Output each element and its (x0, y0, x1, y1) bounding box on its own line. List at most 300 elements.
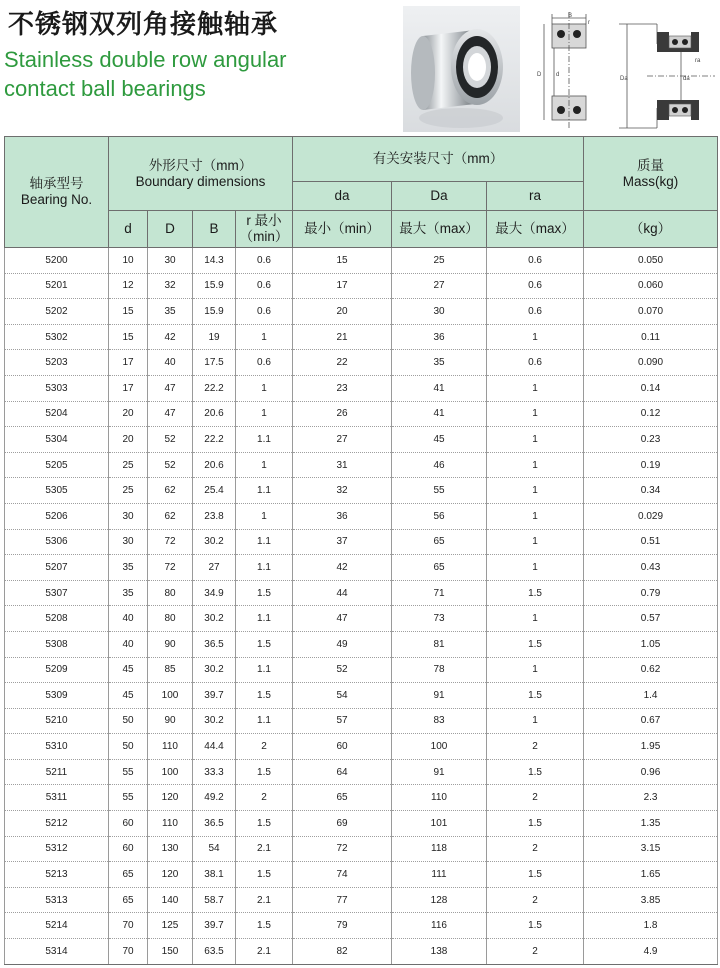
table-row (5, 478, 718, 504)
cell-ra-max: 0.6 (487, 273, 584, 299)
cell-ra-max: 0.6 (487, 299, 584, 325)
cell-B: 54 (193, 836, 236, 862)
cell-d: 45 (109, 683, 148, 709)
cell-Da-max: 73 (392, 606, 487, 632)
cell-Da-max: 91 (392, 683, 487, 709)
cell-mass: 0.96 (584, 759, 718, 785)
cell-bearing-no: 5312 (5, 836, 109, 862)
cell-r-min: 1.5 (236, 759, 293, 785)
cell-d: 40 (109, 606, 148, 632)
cell-bearing-no: 5210 (5, 708, 109, 734)
cell-D: 130 (148, 836, 193, 862)
cell-mass: 3.85 (584, 887, 718, 913)
cell-Da-max: 110 (392, 785, 487, 811)
table-row (5, 350, 718, 376)
cell-r-min: 1.5 (236, 631, 293, 657)
cell-da-min: 42 (293, 555, 392, 581)
cell-D: 52 (148, 427, 193, 453)
cell-da-min: 32 (293, 478, 392, 504)
header-mass-cn: 质量 (637, 157, 665, 173)
cell-r-min: 1 (236, 401, 293, 427)
cell-Da-max: 27 (392, 273, 487, 299)
cell-Da-max: 36 (392, 324, 487, 350)
cell-r-min: 0.6 (236, 248, 293, 274)
cell-mass: 0.090 (584, 350, 718, 376)
cell-r-min: 2.1 (236, 939, 293, 965)
cell-mass: 1.95 (584, 734, 718, 760)
bearing-cross-section-diagram (530, 10, 610, 130)
table-row (5, 811, 718, 837)
cell-ra-max: 1 (487, 401, 584, 427)
cell-d: 55 (109, 759, 148, 785)
cell-d: 70 (109, 913, 148, 939)
cell-r-min: 1 (236, 375, 293, 401)
cell-bearing-no: 5307 (5, 580, 109, 606)
cell-d: 35 (109, 580, 148, 606)
cell-bearing-no: 5212 (5, 811, 109, 837)
cell-da-min: 49 (293, 631, 392, 657)
table-row (5, 529, 718, 555)
cell-d: 15 (109, 299, 148, 325)
cell-da-min: 77 (293, 887, 392, 913)
cell-da-min: 52 (293, 657, 392, 683)
header-ra-max: 最大（max） (487, 211, 584, 248)
cell-bearing-no: 5209 (5, 657, 109, 683)
cell-bearing-no: 5311 (5, 785, 109, 811)
cell-da-min: 26 (293, 401, 392, 427)
cell-da-min: 64 (293, 759, 392, 785)
cell-Da-max: 41 (392, 375, 487, 401)
table-row (5, 785, 718, 811)
header-bearing-no (5, 137, 109, 248)
cell-B: 17.5 (193, 350, 236, 376)
bearing-spec-table (4, 136, 718, 965)
cell-ra-max: 2 (487, 785, 584, 811)
page-title-en (4, 45, 287, 103)
cell-D: 47 (148, 375, 193, 401)
cell-r-min: 1.5 (236, 862, 293, 888)
cell-D: 90 (148, 631, 193, 657)
table-row (5, 939, 718, 965)
cell-r-min: 1.1 (236, 606, 293, 632)
table-row (5, 555, 718, 581)
dim-label-ra: ra (695, 58, 701, 64)
cell-mass: 0.43 (584, 555, 718, 581)
cell-B: 19 (193, 324, 236, 350)
cell-d: 12 (109, 273, 148, 299)
cell-r-min: 1.5 (236, 811, 293, 837)
cell-da-min: 27 (293, 427, 392, 453)
cell-ra-max: 1.5 (487, 913, 584, 939)
cell-da-min: 82 (293, 939, 392, 965)
cell-mass: 4.9 (584, 939, 718, 965)
cell-B: 30.2 (193, 606, 236, 632)
cell-B: 20.6 (193, 401, 236, 427)
cell-mass: 0.62 (584, 657, 718, 683)
cell-da-min: 15 (293, 248, 392, 274)
cell-r-min: 1.5 (236, 683, 293, 709)
header-r-min (236, 211, 293, 248)
table-row (5, 708, 718, 734)
header-ra: ra (487, 182, 584, 211)
cell-D: 140 (148, 887, 193, 913)
cell-da-min: 37 (293, 529, 392, 555)
cell-ra-max: 1.5 (487, 759, 584, 785)
cell-da-min: 17 (293, 273, 392, 299)
cell-bearing-no: 5213 (5, 862, 109, 888)
cell-Da-max: 78 (392, 657, 487, 683)
cell-ra-max: 2 (487, 939, 584, 965)
cell-da-min: 69 (293, 811, 392, 837)
cell-D: 125 (148, 913, 193, 939)
cell-d: 50 (109, 708, 148, 734)
cell-B: 39.7 (193, 913, 236, 939)
cell-B: 15.9 (193, 273, 236, 299)
cell-mass: 0.12 (584, 401, 718, 427)
cell-ra-max: 1.5 (487, 580, 584, 606)
cell-mass: 0.11 (584, 324, 718, 350)
cell-ra-max: 1 (487, 452, 584, 478)
table-row (5, 734, 718, 760)
cell-mass: 3.15 (584, 836, 718, 862)
cell-ra-max: 1 (487, 529, 584, 555)
header-da-min: 最小（min） (293, 211, 392, 248)
cell-D: 100 (148, 759, 193, 785)
cell-ra-max: 1 (487, 657, 584, 683)
cell-mass: 0.050 (584, 248, 718, 274)
cell-bearing-no: 5309 (5, 683, 109, 709)
cell-d: 30 (109, 529, 148, 555)
cell-bearing-no: 5207 (5, 555, 109, 581)
table-row (5, 299, 718, 325)
cell-D: 120 (148, 785, 193, 811)
header-boundary-cn: 外形尺寸（mm） (148, 157, 253, 173)
cell-r-min: 1.1 (236, 529, 293, 555)
cell-B: 15.9 (193, 299, 236, 325)
cell-mass: 0.23 (584, 427, 718, 453)
cell-B: 36.5 (193, 631, 236, 657)
cell-Da-max: 91 (392, 759, 487, 785)
header-r-min-line1: r 最小 (246, 213, 282, 228)
page-title-en-line2: contact ball bearings (4, 76, 206, 101)
table-row (5, 631, 718, 657)
cross-section-drawing (530, 10, 610, 130)
cell-da-min: 54 (293, 683, 392, 709)
cell-r-min: 2 (236, 734, 293, 760)
cell-ra-max: 1.5 (487, 862, 584, 888)
cell-da-min: 20 (293, 299, 392, 325)
cell-da-min: 36 (293, 503, 392, 529)
cell-r-min: 1.1 (236, 555, 293, 581)
header-mass-en: Mass(kg) (622, 173, 679, 189)
cell-d: 50 (109, 734, 148, 760)
cell-r-min: 2.1 (236, 887, 293, 913)
cell-ra-max: 1.5 (487, 683, 584, 709)
cell-da-min: 60 (293, 734, 392, 760)
cell-da-min: 22 (293, 350, 392, 376)
cell-bearing-no: 5306 (5, 529, 109, 555)
cell-Da-max: 100 (392, 734, 487, 760)
cell-D: 62 (148, 503, 193, 529)
bearing-photo-drawing (403, 6, 520, 132)
cell-B: 23.8 (193, 503, 236, 529)
cell-mass: 1.8 (584, 913, 718, 939)
cell-da-min: 79 (293, 913, 392, 939)
cell-Da-max: 56 (392, 503, 487, 529)
table-row (5, 862, 718, 888)
cell-D: 40 (148, 350, 193, 376)
cell-D: 42 (148, 324, 193, 350)
cell-d: 65 (109, 887, 148, 913)
cell-ra-max: 1 (487, 606, 584, 632)
header-mounting-dimensions: 有关安装尺寸（mm） (293, 137, 584, 182)
table-row (5, 427, 718, 453)
cell-B: 30.2 (193, 529, 236, 555)
cell-bearing-no: 5211 (5, 759, 109, 785)
cell-B: 63.5 (193, 939, 236, 965)
cell-D: 80 (148, 606, 193, 632)
table-row (5, 913, 718, 939)
cell-bearing-no: 5202 (5, 299, 109, 325)
cell-ra-max: 1 (487, 503, 584, 529)
cell-mass: 0.060 (584, 273, 718, 299)
dim-label-d: d (556, 72, 560, 78)
cell-d: 60 (109, 811, 148, 837)
cell-da-min: 57 (293, 708, 392, 734)
page-title-cn: 不锈钢双列角接触轴承 (8, 10, 279, 40)
cell-d: 60 (109, 836, 148, 862)
cell-mass: 0.51 (584, 529, 718, 555)
header-r-min-line2: （min） (239, 229, 289, 244)
cell-bearing-no: 5206 (5, 503, 109, 529)
cell-mass: 0.070 (584, 299, 718, 325)
table-row (5, 503, 718, 529)
table-row (5, 836, 718, 862)
header-bearing-no-cn: 轴承型号 (29, 176, 84, 191)
cell-bearing-no: 5203 (5, 350, 109, 376)
cell-D: 72 (148, 555, 193, 581)
header-d: d (109, 211, 148, 248)
cell-ra-max: 1 (487, 708, 584, 734)
header-boundary-dimensions (109, 137, 293, 211)
cell-ra-max: 1 (487, 555, 584, 581)
cell-bearing-no: 5310 (5, 734, 109, 760)
page-title-en-line1: Stainless double row angular (4, 47, 287, 72)
cell-Da-max: 65 (392, 529, 487, 555)
cell-B: 14.3 (193, 248, 236, 274)
cell-D: 100 (148, 683, 193, 709)
cell-Da-max: 138 (392, 939, 487, 965)
cell-da-min: 74 (293, 862, 392, 888)
cell-mass: 1.35 (584, 811, 718, 837)
cell-Da-max: 83 (392, 708, 487, 734)
cell-d: 25 (109, 478, 148, 504)
cell-d: 40 (109, 631, 148, 657)
cell-Da-max: 111 (392, 862, 487, 888)
table-row (5, 248, 718, 274)
cell-B: 27 (193, 555, 236, 581)
dim-label-Da: Da (620, 76, 628, 82)
cell-D: 150 (148, 939, 193, 965)
cell-r-min: 1.5 (236, 580, 293, 606)
cell-mass: 0.79 (584, 580, 718, 606)
cell-Da-max: 25 (392, 248, 487, 274)
cell-r-min: 0.6 (236, 299, 293, 325)
cell-ra-max: 2 (487, 887, 584, 913)
cell-D: 80 (148, 580, 193, 606)
cell-d: 55 (109, 785, 148, 811)
dim-label-r: r (588, 20, 590, 26)
cell-da-min: 23 (293, 375, 392, 401)
cell-r-min: 1 (236, 452, 293, 478)
cell-ra-max: 0.6 (487, 248, 584, 274)
cell-r-min: 2.1 (236, 836, 293, 862)
cell-D: 90 (148, 708, 193, 734)
cell-mass: 0.14 (584, 375, 718, 401)
cell-da-min: 31 (293, 452, 392, 478)
cell-Da-max: 101 (392, 811, 487, 837)
dim-label-B: B (568, 13, 573, 19)
header-Da-max: 最大（max） (392, 211, 487, 248)
cell-mass: 2.3 (584, 785, 718, 811)
cell-B: 30.2 (193, 708, 236, 734)
header-bearing-no-en: Bearing No. (20, 192, 93, 207)
cell-d: 15 (109, 324, 148, 350)
cell-B: 49.2 (193, 785, 236, 811)
cell-bearing-no: 5208 (5, 606, 109, 632)
cell-d: 30 (109, 503, 148, 529)
cell-mass: 0.19 (584, 452, 718, 478)
cell-B: 33.3 (193, 759, 236, 785)
cell-mass: 1.05 (584, 631, 718, 657)
cell-B: 25.4 (193, 478, 236, 504)
cell-D: 110 (148, 811, 193, 837)
header-da: da (293, 182, 392, 211)
bearing-photo (403, 6, 520, 132)
cell-da-min: 21 (293, 324, 392, 350)
table-row (5, 759, 718, 785)
cell-ra-max: 1 (487, 324, 584, 350)
cell-ra-max: 2 (487, 836, 584, 862)
cell-d: 45 (109, 657, 148, 683)
cell-bearing-no: 5303 (5, 375, 109, 401)
header-B: B (193, 211, 236, 248)
cell-r-min: 1.1 (236, 427, 293, 453)
table-row (5, 324, 718, 350)
cell-B: 20.6 (193, 452, 236, 478)
cell-bearing-no: 5314 (5, 939, 109, 965)
cell-mass: 1.65 (584, 862, 718, 888)
cell-B: 34.9 (193, 580, 236, 606)
cell-d: 20 (109, 427, 148, 453)
cell-d: 10 (109, 248, 148, 274)
header-Da: Da (392, 182, 487, 211)
cell-d: 25 (109, 452, 148, 478)
cell-ra-max: 2 (487, 734, 584, 760)
table-row (5, 887, 718, 913)
cell-Da-max: 128 (392, 887, 487, 913)
cell-B: 36.5 (193, 811, 236, 837)
cell-D: 110 (148, 734, 193, 760)
cell-bearing-no: 5200 (5, 248, 109, 274)
cell-d: 17 (109, 350, 148, 376)
cell-Da-max: 118 (392, 836, 487, 862)
cell-Da-max: 116 (392, 913, 487, 939)
table-row (5, 580, 718, 606)
cell-D: 72 (148, 529, 193, 555)
cell-bearing-no: 5305 (5, 478, 109, 504)
cell-bearing-no: 5204 (5, 401, 109, 427)
cell-B: 22.2 (193, 375, 236, 401)
cell-ra-max: 1.5 (487, 631, 584, 657)
cell-Da-max: 55 (392, 478, 487, 504)
cell-r-min: 0.6 (236, 273, 293, 299)
cell-D: 85 (148, 657, 193, 683)
cell-D: 32 (148, 273, 193, 299)
cell-ra-max: 1 (487, 427, 584, 453)
table-row (5, 683, 718, 709)
cell-d: 65 (109, 862, 148, 888)
cell-bearing-no: 5304 (5, 427, 109, 453)
cell-mass: 0.34 (584, 478, 718, 504)
cell-da-min: 65 (293, 785, 392, 811)
cell-r-min: 1 (236, 324, 293, 350)
cell-d: 20 (109, 401, 148, 427)
cell-D: 47 (148, 401, 193, 427)
cell-bearing-no: 5205 (5, 452, 109, 478)
cell-B: 58.7 (193, 887, 236, 913)
cell-bearing-no: 5214 (5, 913, 109, 939)
cell-bearing-no: 5201 (5, 273, 109, 299)
cell-D: 35 (148, 299, 193, 325)
header-kg: （kg） (584, 211, 718, 248)
cell-bearing-no: 5308 (5, 631, 109, 657)
mounting-drawing (617, 22, 717, 130)
cell-D: 120 (148, 862, 193, 888)
cell-Da-max: 41 (392, 401, 487, 427)
cell-Da-max: 65 (392, 555, 487, 581)
cell-r-min: 1 (236, 503, 293, 529)
cell-B: 39.7 (193, 683, 236, 709)
cell-D: 62 (148, 478, 193, 504)
cell-r-min: 2 (236, 785, 293, 811)
cell-Da-max: 46 (392, 452, 487, 478)
cell-bearing-no: 5302 (5, 324, 109, 350)
header-boundary-en: Boundary dimensions (135, 173, 266, 189)
header-mass (584, 137, 718, 211)
table-header (5, 137, 718, 248)
cell-d: 70 (109, 939, 148, 965)
cell-da-min: 44 (293, 580, 392, 606)
cell-B: 30.2 (193, 657, 236, 683)
cell-r-min: 1.1 (236, 708, 293, 734)
cell-ra-max: 0.6 (487, 350, 584, 376)
cell-d: 17 (109, 375, 148, 401)
table-body (5, 248, 718, 965)
cell-D: 52 (148, 452, 193, 478)
table-row (5, 375, 718, 401)
cell-mass: 0.67 (584, 708, 718, 734)
cell-r-min: 1.5 (236, 913, 293, 939)
mounting-dimensions-diagram (617, 22, 717, 130)
cell-mass: 0.029 (584, 503, 718, 529)
cell-ra-max: 1 (487, 478, 584, 504)
cell-B: 38.1 (193, 862, 236, 888)
cell-r-min: 1.1 (236, 478, 293, 504)
cell-mass: 0.57 (584, 606, 718, 632)
table-row (5, 401, 718, 427)
table-row (5, 657, 718, 683)
